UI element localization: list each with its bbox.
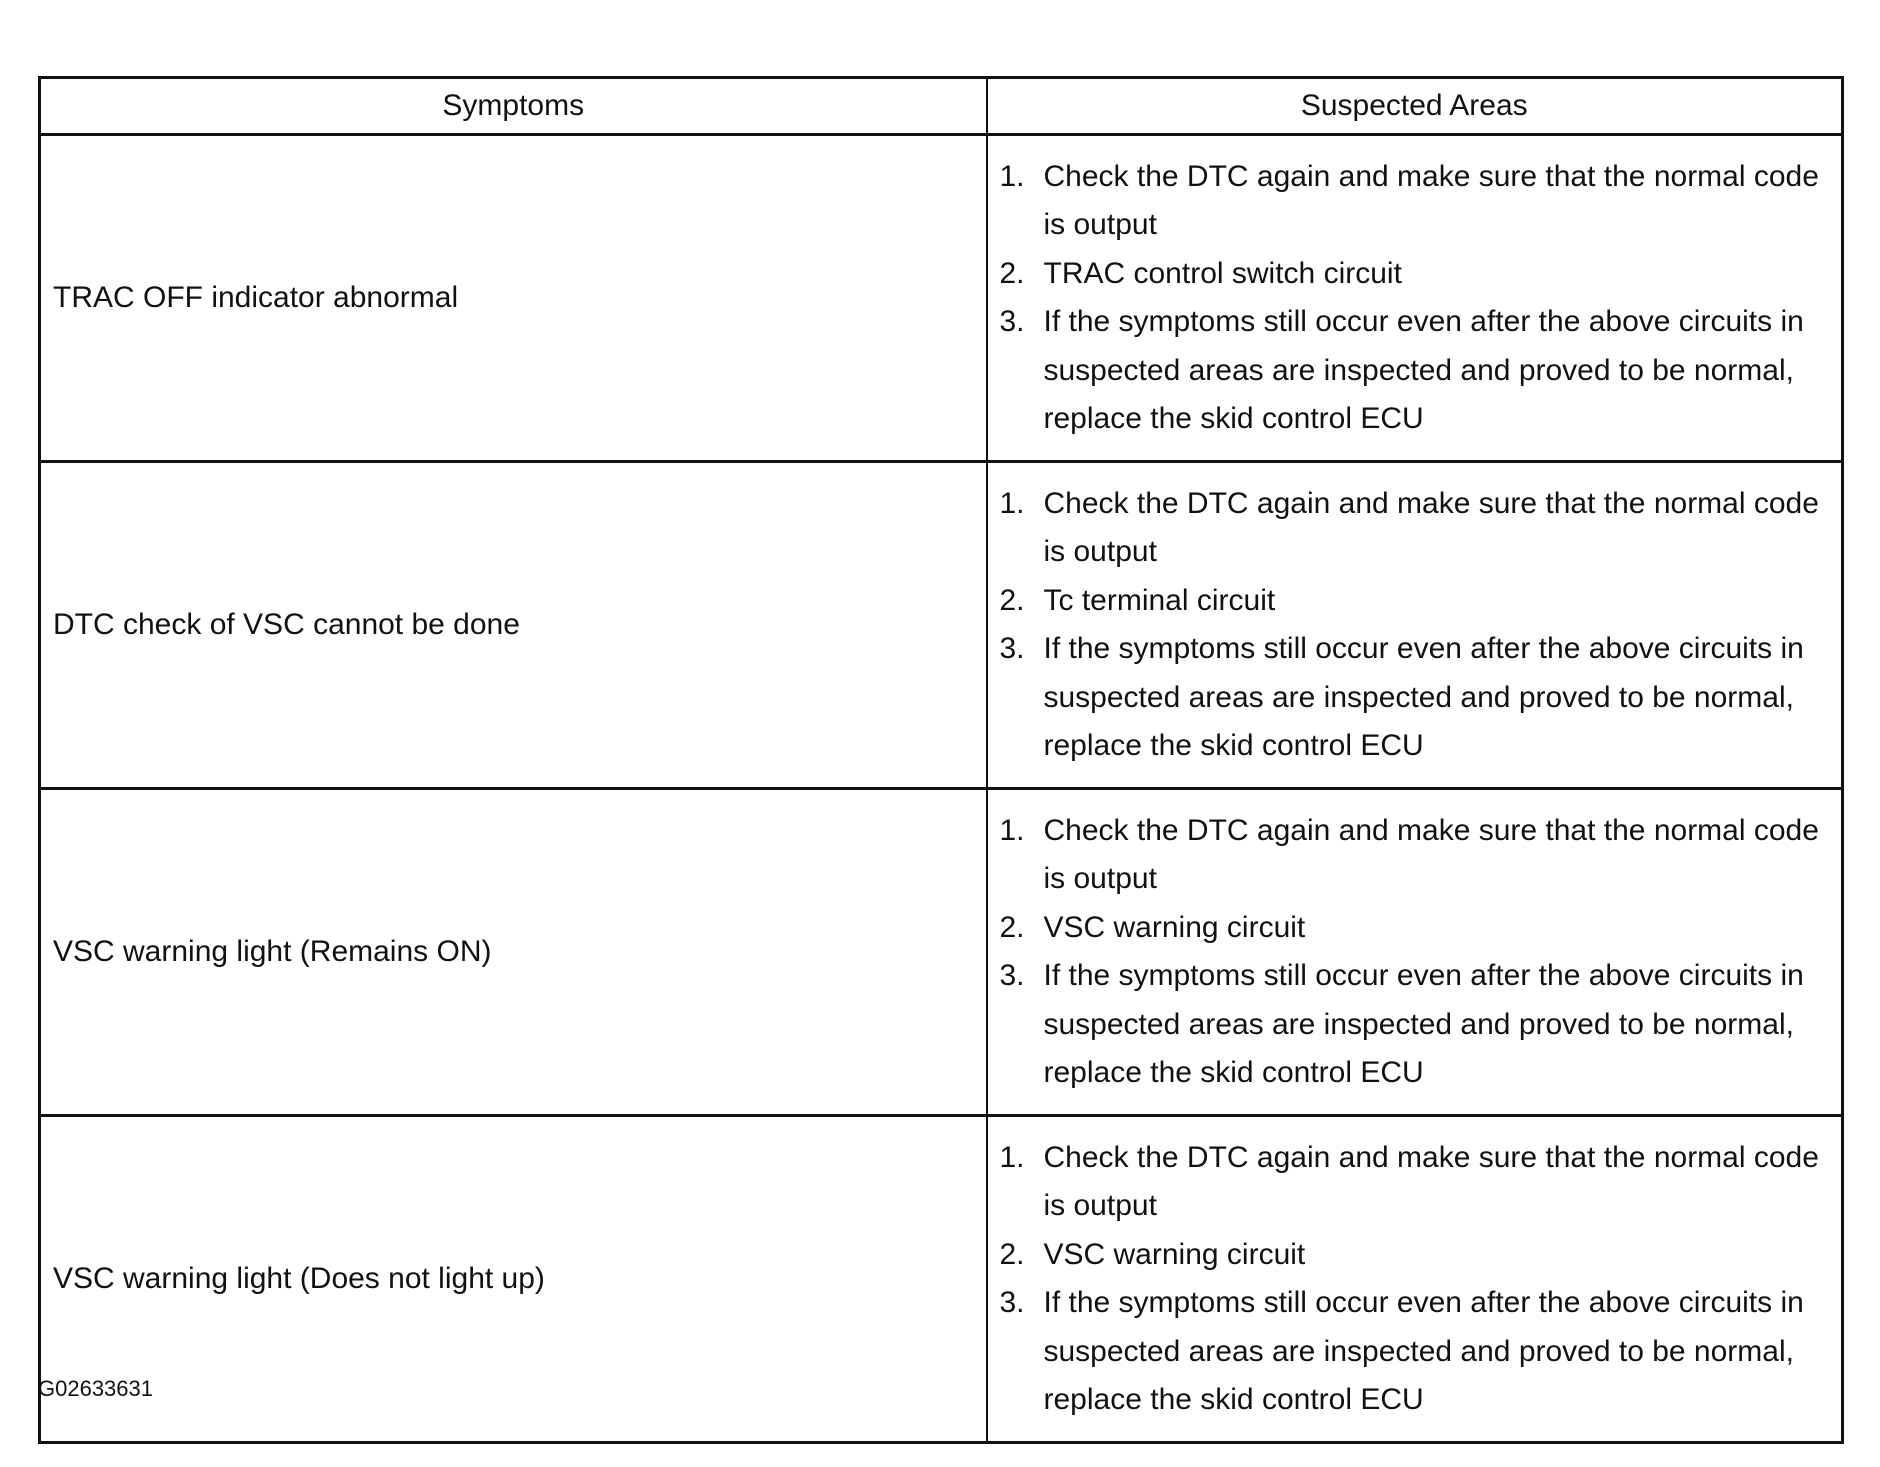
item-number: 3. xyxy=(999,305,1025,338)
table-row xyxy=(40,135,1843,462)
item-number: 3. xyxy=(999,959,1025,992)
suspected-areas-list xyxy=(1000,807,1828,1098)
item-text: VSC warning circuit xyxy=(1043,910,1306,944)
header-suspected-areas: Suspected Areas xyxy=(987,78,1843,135)
item-number: 1. xyxy=(999,159,1025,193)
item-text: VSC warning circuit xyxy=(1043,1237,1306,1271)
table-row xyxy=(40,789,1843,1116)
suspected-areas-list xyxy=(1000,480,1828,771)
item-text: Check the DTC again and make sure that the normal code is output xyxy=(1043,486,1819,568)
list-item xyxy=(1000,1279,1828,1425)
item-number: 1. xyxy=(999,813,1025,847)
suspected-areas-cell xyxy=(987,135,1843,462)
item-text: If the symptoms still occur even after the above circuits in suspected areas are inspected and proved to be normal, replace the skid control ECU xyxy=(1043,632,1804,762)
item-text: Tc terminal circuit xyxy=(1043,583,1276,617)
item-number: 1. xyxy=(999,1140,1025,1174)
list-item xyxy=(1000,577,1828,626)
symptom-cell: VSC warning light (Remains ON) xyxy=(40,789,987,1116)
table-header-row xyxy=(40,78,1843,135)
symptom-cell: TRAC OFF indicator abnormal xyxy=(40,135,987,462)
symptom-table xyxy=(38,76,1844,1444)
item-number: 2. xyxy=(999,256,1025,290)
suspected-areas-list xyxy=(1000,1134,1828,1425)
item-number: 3. xyxy=(999,632,1025,665)
suspected-areas-cell xyxy=(987,462,1843,789)
table-row xyxy=(40,462,1843,789)
item-number: 2. xyxy=(999,583,1025,617)
item-text: TRAC control switch circuit xyxy=(1043,256,1402,290)
symptom-cell: DTC check of VSC cannot be done xyxy=(40,462,987,789)
item-text: If the symptoms still occur even after the above circuits in suspected areas are inspected and proved to be normal, replace the skid control ECU xyxy=(1043,1286,1804,1416)
list-item xyxy=(1000,153,1828,250)
suspected-areas-list xyxy=(1000,153,1828,444)
list-item xyxy=(1000,250,1828,299)
item-number: 3. xyxy=(999,1286,1025,1319)
item-text: If the symptoms still occur even after the above circuits in suspected areas are inspected and proved to be normal, replace the skid control ECU xyxy=(1043,305,1804,435)
list-item xyxy=(1000,625,1828,771)
list-item xyxy=(1000,298,1828,444)
list-item xyxy=(1000,904,1828,953)
item-text: Check the DTC again and make sure that the normal code is output xyxy=(1043,1140,1819,1222)
item-number: 1. xyxy=(999,486,1025,520)
suspected-areas-cell xyxy=(987,789,1843,1116)
item-number: 2. xyxy=(999,910,1025,944)
list-item xyxy=(1000,807,1828,904)
item-text: If the symptoms still occur even after the above circuits in suspected areas are inspected and proved to be normal, replace the skid control ECU xyxy=(1043,959,1804,1089)
figure-id: G02633631 xyxy=(38,1376,153,1401)
table-row xyxy=(40,1116,1843,1443)
symptom-cell: VSC warning light (Does not light up) xyxy=(40,1116,987,1443)
suspected-areas-cell xyxy=(987,1116,1843,1443)
item-number: 2. xyxy=(999,1237,1025,1271)
list-item xyxy=(1000,1231,1828,1280)
item-text: Check the DTC again and make sure that the normal code is output xyxy=(1043,159,1819,241)
item-text: Check the DTC again and make sure that the normal code is output xyxy=(1043,813,1819,895)
list-item xyxy=(1000,480,1828,577)
list-item xyxy=(1000,952,1828,1098)
list-item xyxy=(1000,1134,1828,1231)
header-symptoms: Symptoms xyxy=(40,78,987,135)
